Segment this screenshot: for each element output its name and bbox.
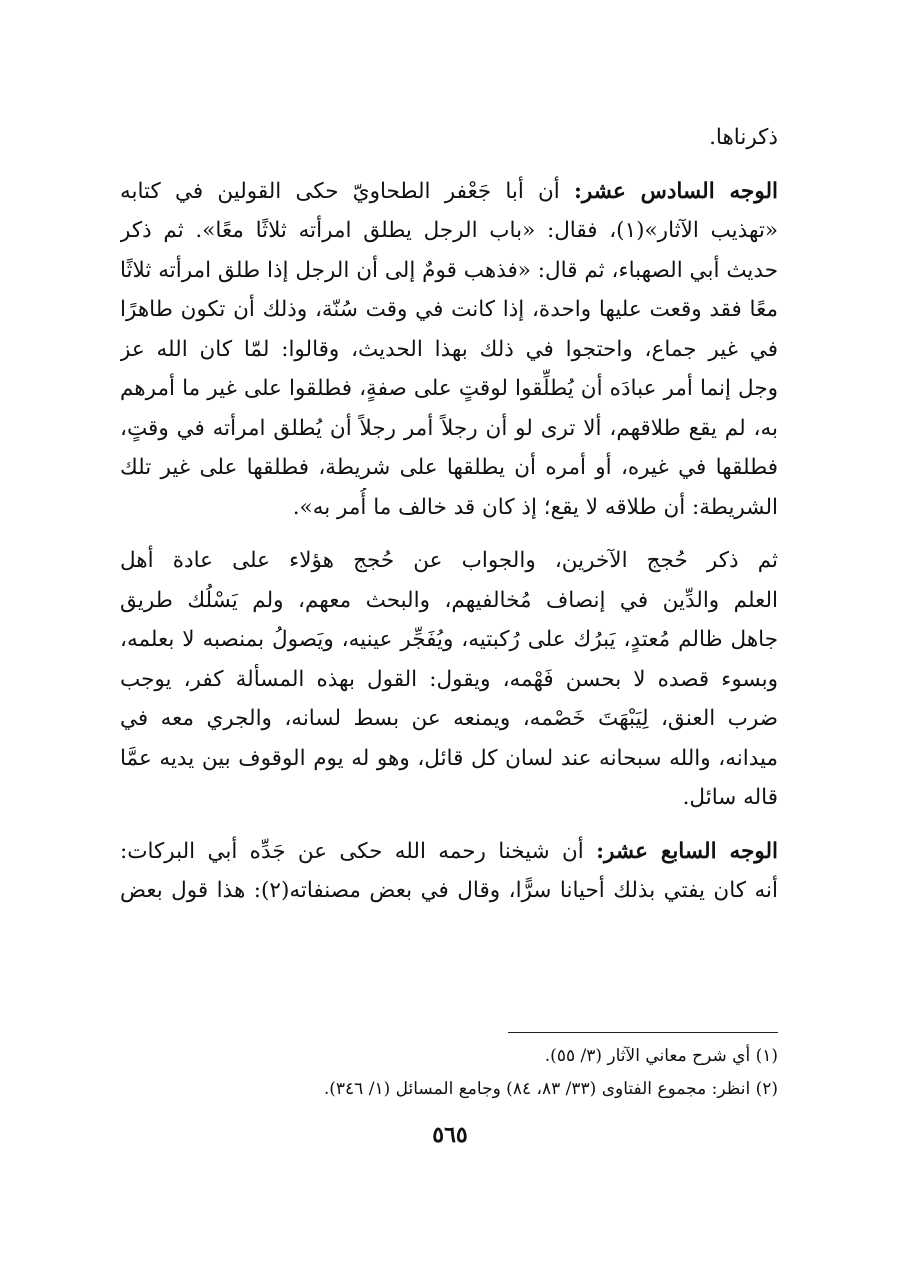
paragraph-1 [120,118,778,158]
paragraph-2 [120,172,778,528]
text-line: حديث أبي الصهباء، ثم قال: «فذهب قومٌ إلى أن الرجل إذا طلق امرأته ثلاثًا [120,257,778,283]
text-line: ميدانه، والله سبحانه عند لسان كل قائل، وهو له يوم الوقوف بين يديه عمَّا [120,745,778,771]
text-line: وبسوء قصده لا بحسن فَهْمه، ويقول: القول بهذه المسألة كفر، يوجب [120,666,778,692]
text-line [120,172,778,212]
section-heading: الوجه السادس عشر: [573,178,778,204]
text-line: «تهذيب الآثار»(١)، فقال: «باب الرجل يطلق امرأته ثلاثًا معًا». ثم ذكر [120,218,778,243]
text-line: معًا فقد وقعت عليها واحدة، إذا كانت في وقت سُنّة، وذلك أن تكون طاهرًا [120,297,778,322]
text-line: في غير جماع، واحتجوا في ذلك بهذا الحديث، وقالوا: لمّا كان الله عز [120,336,778,362]
footnote: (١) أي شرح معاني الآثار (٣/ ٥٥). [544,1046,778,1066]
text-line: العلم والدِّين في إنصاف مُخالفيهم، والبحث معهم، ولم يَسْلُك طريق [120,587,778,613]
footnote: (٢) انظر: مجموع الفتاوى (٣٣/ ٨٣، ٨٤) وجامع المسائل (١/ ٣٤٦). [323,1079,778,1099]
text-line: فطلقها في غيره، أو أمره أن يطلقها على شريطة، فطلقها على غير تلك [120,455,778,480]
text-line: أنه كان يفتي بذلك أحيانا سرًّا، وقال في بعض مصنفاته(٢): هذا قول بعض [120,878,778,903]
main-text [120,118,778,925]
text-line: ضرب العنق، لِيَبْهَتَ خَصْمه، ويمنعه عن بسط لسانه، والجري معه في [120,706,778,731]
text-line: وجل إنما أمر عبادَه أن يُطلِّقوا لوقتٍ على صفةٍ، فطلقوا على غير ما أمرهم [120,376,778,401]
section-heading: الوجه السابع عشر: [596,838,778,864]
page-number: ٥٦٥ [432,1122,468,1148]
text-line: ثم ذكر حُجج الآخرين، والجواب عن حُجج هؤلاء على عادة أهل [120,548,778,573]
text-line [120,832,778,872]
text-line: الشريطة: أن طلاقه لا يقع؛ إذ كان قد خالف ما أُمر به». [292,494,778,520]
footnotes [120,1040,778,1106]
text-line: قاله سائل. [682,785,778,810]
text-line-content: أن أبا جَعْفر الطحاويّ حكى القولين في كتابه [120,178,574,204]
text-line-content: أن شيخنا رحمه الله حكى عن جَدِّه أبي البركات: [120,838,597,864]
footnote-divider [508,1032,778,1033]
text-line: به، لم يقع طلاقهم، ألا ترى لو أن رجلاً أمر رجلاً أن يُطلق امرأته في وقتٍ، [120,415,778,441]
text-line: ذكرناها. [709,125,778,150]
text-line: جاهل ظالم مُعتدٍ، يَبرُك على رُكبتيه، ويُفَجِّر عينيه، ويَصولُ بمنصبه لا بعلمه، [120,627,778,652]
paragraph-3 [120,541,778,818]
paragraph-4 [120,832,778,911]
